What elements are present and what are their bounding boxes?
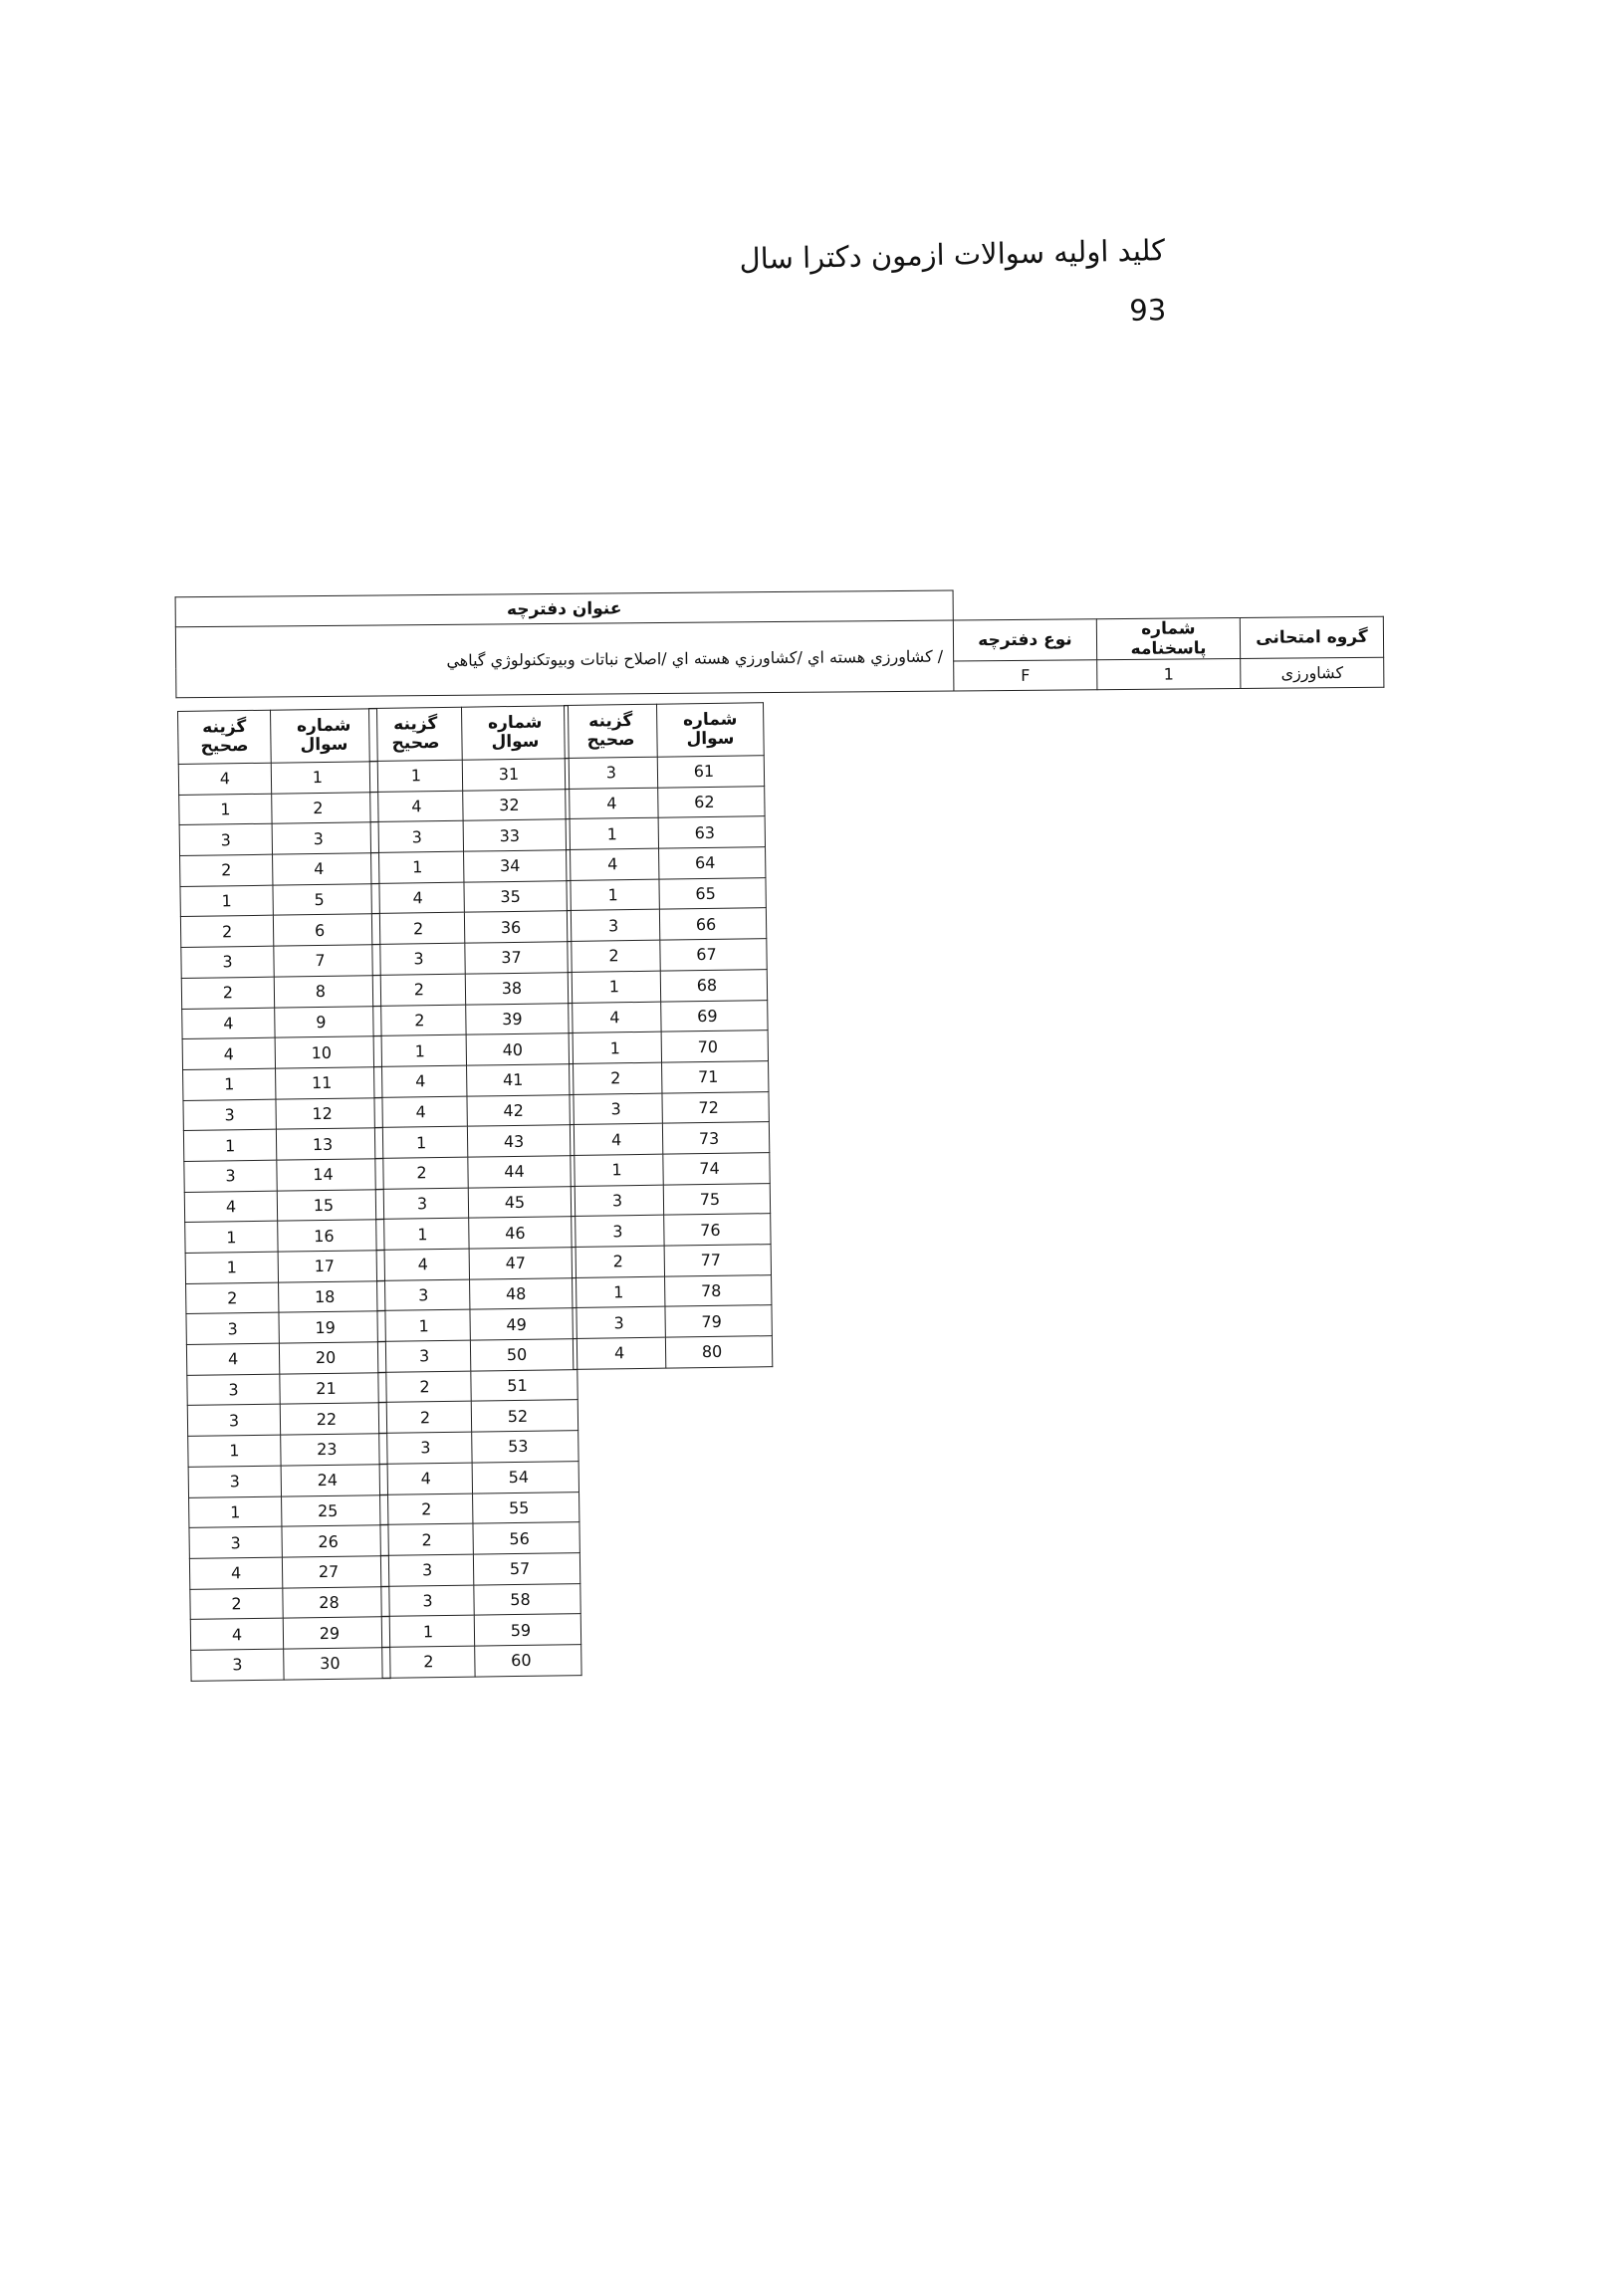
correct-option: 2 [373, 1005, 466, 1036]
correct-option: 1 [371, 851, 464, 883]
exam-group-value: کشاورزی [1241, 657, 1384, 688]
question-number: 43 [467, 1125, 574, 1157]
table-row [373, 1033, 573, 1066]
table-row [370, 819, 570, 852]
question-number: 67 [660, 939, 767, 971]
correct-option: 3 [573, 1307, 665, 1339]
question-number: 15 [277, 1189, 383, 1221]
answer-header [369, 707, 463, 761]
question-number: 80 [665, 1336, 772, 1368]
table-row [381, 1614, 580, 1647]
question-number: 61 [657, 756, 764, 788]
correct-option: 3 [186, 1313, 279, 1345]
correct-option: 4 [573, 1337, 665, 1369]
correct-option: 3 [179, 824, 272, 856]
question-number: 2 [272, 792, 378, 823]
table-row [182, 1006, 381, 1038]
correct-option: 3 [189, 1526, 282, 1558]
question-header [656, 703, 764, 757]
question-number: 44 [468, 1156, 575, 1188]
table-row [375, 1156, 575, 1189]
question-number: 35 [464, 880, 571, 912]
answer-table-1 [177, 708, 391, 1681]
table-row [186, 1342, 385, 1375]
table-row [186, 1280, 385, 1313]
question-header-line2: سوال [686, 728, 735, 750]
question-number: 47 [469, 1248, 576, 1279]
question-number: 9 [275, 1006, 381, 1037]
question-number: 13 [276, 1128, 382, 1160]
correct-option: 4 [570, 1123, 662, 1155]
answer-header [178, 710, 272, 764]
correct-option: 1 [567, 879, 659, 911]
correct-option: 3 [375, 1188, 468, 1220]
table-row [184, 1159, 383, 1192]
table-row [180, 914, 379, 947]
question-number: 64 [659, 847, 766, 879]
question-number: 58 [474, 1583, 580, 1615]
correct-option: 3 [181, 946, 274, 978]
question-number: 54 [472, 1461, 578, 1492]
booklet-info-table [175, 586, 1385, 699]
question-header [270, 709, 377, 763]
question-number: 65 [659, 877, 766, 909]
question-number: 73 [662, 1122, 769, 1154]
correct-option: 3 [372, 943, 465, 975]
table-row [378, 1369, 577, 1402]
correct-option: 3 [191, 1649, 284, 1681]
table-row [565, 756, 764, 789]
correct-option: 1 [376, 1218, 469, 1250]
question-number: 14 [277, 1159, 383, 1191]
table-row [380, 1552, 579, 1585]
table-row [373, 1003, 573, 1035]
question-header-line1: شماره [296, 715, 351, 737]
question-number: 33 [463, 819, 570, 851]
table-row [570, 1091, 769, 1124]
question-number: 12 [276, 1097, 382, 1129]
correct-option: 1 [180, 885, 273, 917]
question-number: 17 [278, 1251, 384, 1282]
table-row [190, 1586, 389, 1619]
correct-option: 4 [189, 1557, 282, 1589]
table-row [381, 1583, 580, 1616]
table-row [570, 1061, 769, 1094]
table-row [569, 1000, 768, 1033]
table-row [189, 1494, 388, 1527]
question-number: 18 [279, 1280, 385, 1312]
answer-sheet-no-value: 1 [1097, 658, 1241, 689]
correct-option: 2 [378, 1402, 471, 1434]
table-row [188, 1464, 387, 1496]
correct-option: 1 [369, 760, 462, 792]
question-number: 5 [273, 883, 379, 915]
table-row [372, 972, 572, 1005]
correct-option: 3 [184, 1160, 277, 1192]
correct-option: 1 [374, 1126, 467, 1158]
question-header-line1: شماره [487, 712, 543, 734]
table-row [369, 759, 569, 792]
correct-option: 1 [183, 1068, 276, 1100]
question-number: 30 [284, 1648, 390, 1680]
table-row [573, 1274, 772, 1307]
table-row [374, 1094, 574, 1127]
question-number: 78 [665, 1274, 772, 1306]
table-row [178, 762, 377, 795]
question-header [461, 706, 569, 760]
table-row [382, 1645, 581, 1678]
header-booklet-title: عنوان دفترچه [175, 590, 953, 627]
question-number: 45 [468, 1186, 575, 1218]
question-number: 39 [466, 1003, 573, 1034]
correct-option: 4 [569, 1002, 661, 1033]
question-number: 55 [473, 1492, 579, 1523]
table-row [377, 1339, 577, 1372]
correct-option: 3 [571, 1185, 663, 1217]
correct-option: 4 [566, 788, 658, 819]
question-number: 53 [472, 1431, 578, 1463]
table-row [570, 1122, 769, 1155]
question-number: 50 [470, 1339, 577, 1371]
answer-table-3 [564, 702, 773, 1369]
correct-option: 3 [187, 1374, 280, 1406]
correct-option: 3 [188, 1466, 281, 1497]
table-row [372, 942, 572, 975]
question-number: 60 [475, 1645, 581, 1677]
table-row [379, 1431, 578, 1464]
table-row [189, 1525, 388, 1558]
correct-option: 2 [380, 1493, 473, 1525]
question-number: 27 [282, 1555, 388, 1587]
header-answer-sheet-no: شماره پاسخنامه [1096, 617, 1240, 659]
table-row [180, 883, 379, 916]
answer-header-line2: صحیح [200, 736, 249, 757]
question-number: 21 [280, 1372, 386, 1404]
table-row [377, 1277, 577, 1310]
table-row [371, 850, 571, 883]
table-row [379, 1461, 578, 1493]
table-row [568, 939, 767, 972]
table-row [191, 1648, 390, 1681]
table-row [572, 1245, 771, 1277]
correct-option: 2 [570, 1062, 662, 1094]
correct-option: 1 [573, 1276, 665, 1308]
question-number: 42 [467, 1094, 574, 1126]
question-header-line2: سوال [491, 731, 540, 753]
question-number: 48 [470, 1277, 577, 1309]
correct-option: 3 [380, 1554, 473, 1586]
correct-option: 3 [370, 821, 463, 853]
answer-header-line2: صحیح [391, 733, 440, 754]
question-number: 74 [663, 1153, 770, 1185]
question-number: 36 [464, 911, 571, 943]
table-row [183, 1067, 382, 1100]
question-number: 46 [469, 1217, 576, 1249]
question-number: 4 [273, 853, 379, 885]
question-number: 75 [663, 1183, 770, 1215]
table-row [567, 847, 766, 880]
question-number: 57 [473, 1552, 579, 1584]
question-number: 20 [279, 1342, 385, 1374]
question-number: 34 [464, 850, 571, 882]
correct-option: 3 [379, 1432, 472, 1464]
question-number: 6 [273, 914, 379, 946]
correct-option: 4 [371, 882, 464, 914]
question-number: 38 [465, 972, 572, 1004]
table-row [188, 1434, 387, 1467]
question-number: 56 [473, 1522, 579, 1554]
correct-option: 4 [182, 1037, 275, 1069]
question-number: 24 [281, 1464, 387, 1495]
table-row [569, 1031, 768, 1063]
correct-option: 3 [572, 1215, 664, 1247]
correct-option: 2 [568, 940, 660, 972]
correct-option: 4 [178, 763, 271, 795]
correct-option: 2 [372, 974, 465, 1006]
correct-option: 2 [181, 977, 274, 1009]
correct-option: 1 [189, 1496, 282, 1528]
correct-option: 3 [570, 1093, 662, 1125]
table-row [567, 908, 766, 941]
table-row [571, 1153, 770, 1186]
question-number: 16 [278, 1220, 384, 1252]
correct-option: 3 [565, 757, 657, 789]
correct-option: 2 [572, 1246, 664, 1277]
question-number: 72 [662, 1091, 769, 1123]
answer-header-line1: گزینه [588, 711, 633, 732]
question-header-line2: سوال [300, 734, 348, 756]
correct-option: 4 [184, 1191, 277, 1223]
correct-option: 3 [567, 910, 659, 942]
correct-option: 3 [381, 1585, 474, 1617]
correct-option: 1 [566, 818, 658, 850]
correct-option: 1 [571, 1154, 663, 1186]
question-number: 71 [662, 1061, 769, 1093]
correct-option: 4 [190, 1618, 283, 1650]
correct-option: 2 [186, 1282, 279, 1314]
question-number: 68 [660, 969, 767, 1001]
question-number: 77 [664, 1245, 771, 1276]
table-row [380, 1492, 579, 1524]
table-row [566, 816, 765, 849]
table-row [568, 969, 767, 1002]
correct-option: 1 [569, 1032, 661, 1063]
question-number: 79 [665, 1305, 772, 1337]
table-row [573, 1305, 772, 1338]
correct-option: 2 [382, 1646, 475, 1678]
table-row [374, 1064, 574, 1097]
correct-option: 3 [377, 1279, 470, 1311]
correct-option: 2 [180, 916, 273, 948]
question-number: 69 [661, 1000, 768, 1032]
correct-option: 3 [183, 1099, 276, 1131]
question-number: 66 [659, 908, 766, 940]
question-number: 31 [462, 759, 569, 791]
question-number: 23 [281, 1434, 387, 1466]
table-row [573, 1336, 772, 1369]
correct-option: 3 [187, 1405, 280, 1437]
correct-option: 2 [180, 854, 273, 886]
table-row [187, 1403, 386, 1436]
correct-option: 1 [377, 1310, 470, 1342]
table-row [183, 1097, 382, 1130]
question-number: 29 [283, 1617, 389, 1649]
question-header-line1: شماره [682, 709, 738, 731]
header-booklet-type: نوع دفترچه [953, 619, 1096, 661]
correct-option: 4 [182, 1008, 275, 1039]
correct-option: 1 [188, 1435, 281, 1467]
answer-header-line2: صحیح [586, 730, 635, 751]
correct-option: 2 [380, 1523, 473, 1555]
correct-option: 1 [183, 1129, 276, 1161]
answer-header-line1: گزینه [393, 714, 438, 735]
table-row [186, 1311, 385, 1344]
correct-option: 4 [370, 791, 463, 822]
table-row [179, 822, 378, 855]
question-number: 11 [276, 1067, 382, 1099]
correct-option: 1 [373, 1034, 466, 1066]
question-number: 25 [282, 1494, 388, 1526]
table-row [374, 1125, 574, 1158]
question-number: 32 [463, 789, 570, 820]
question-number: 28 [283, 1586, 389, 1618]
answer-table-2 [368, 705, 582, 1678]
table-row [567, 877, 766, 910]
correct-option: 4 [374, 1096, 467, 1128]
question-number: 26 [282, 1525, 388, 1557]
question-number: 3 [272, 822, 378, 854]
table-row [181, 975, 380, 1008]
question-number: 49 [470, 1308, 577, 1340]
question-number: 63 [658, 816, 765, 848]
table-row [184, 1189, 383, 1222]
question-number: 51 [471, 1369, 577, 1401]
table-row [179, 792, 378, 824]
table-row [566, 786, 765, 818]
table-row [375, 1186, 575, 1219]
table-row [371, 911, 571, 944]
page-title: کلید اولیه سوالات ازمون دکترا سال 93 [739, 233, 1167, 328]
table-row [380, 1522, 579, 1555]
correct-option: 1 [568, 971, 660, 1003]
table-row [190, 1617, 389, 1650]
correct-option: 1 [185, 1252, 278, 1283]
table-row [189, 1555, 388, 1588]
question-number: 1 [271, 762, 377, 794]
question-number: 76 [664, 1214, 771, 1246]
correct-option: 4 [374, 1065, 467, 1097]
question-number: 40 [466, 1033, 573, 1065]
question-number: 70 [661, 1031, 768, 1062]
table-row [183, 1128, 382, 1161]
question-number: 52 [471, 1400, 577, 1432]
correct-option: 1 [381, 1615, 474, 1647]
question-number: 10 [275, 1036, 381, 1068]
correct-option: 2 [371, 913, 464, 945]
table-row [180, 853, 379, 886]
correct-option: 2 [190, 1588, 283, 1620]
table-row [182, 1036, 381, 1069]
correct-option: 3 [377, 1340, 470, 1372]
table-row [187, 1372, 386, 1405]
correct-option: 1 [185, 1221, 278, 1253]
table-row [370, 789, 570, 821]
question-number: 37 [465, 942, 572, 974]
question-number: 19 [279, 1311, 385, 1343]
correct-option: 1 [179, 794, 272, 825]
question-number: 22 [280, 1403, 386, 1435]
correct-option: 4 [379, 1463, 472, 1494]
correct-option: 4 [186, 1343, 279, 1375]
booklet-title-value: / کشاورزي هسته اي /کشاورزي هسته اي /اصلاح نباتات وبيوتکنولوژي گياهي [175, 620, 954, 698]
correct-option: 2 [375, 1157, 468, 1189]
correct-option: 4 [567, 848, 659, 880]
question-number: 62 [658, 786, 765, 817]
correct-option: 4 [376, 1249, 469, 1280]
table-row [378, 1400, 577, 1433]
table-row [376, 1248, 576, 1280]
table-row [572, 1214, 771, 1247]
table-row [185, 1220, 384, 1253]
question-number: 8 [274, 975, 380, 1007]
correct-option: 2 [378, 1371, 471, 1403]
booklet-type-value: F [954, 660, 1097, 691]
answer-header-line1: گزینه [202, 717, 247, 738]
table-row [185, 1251, 384, 1283]
table-row [371, 880, 571, 913]
header-exam-group: گروه امتحانی [1240, 616, 1383, 658]
table-row [571, 1183, 770, 1216]
table-row [181, 945, 380, 978]
table-row [376, 1217, 576, 1250]
answer-header [565, 704, 658, 758]
table-row [377, 1308, 577, 1341]
question-number: 41 [467, 1064, 574, 1096]
question-number: 59 [474, 1614, 580, 1646]
question-number: 7 [274, 945, 380, 977]
